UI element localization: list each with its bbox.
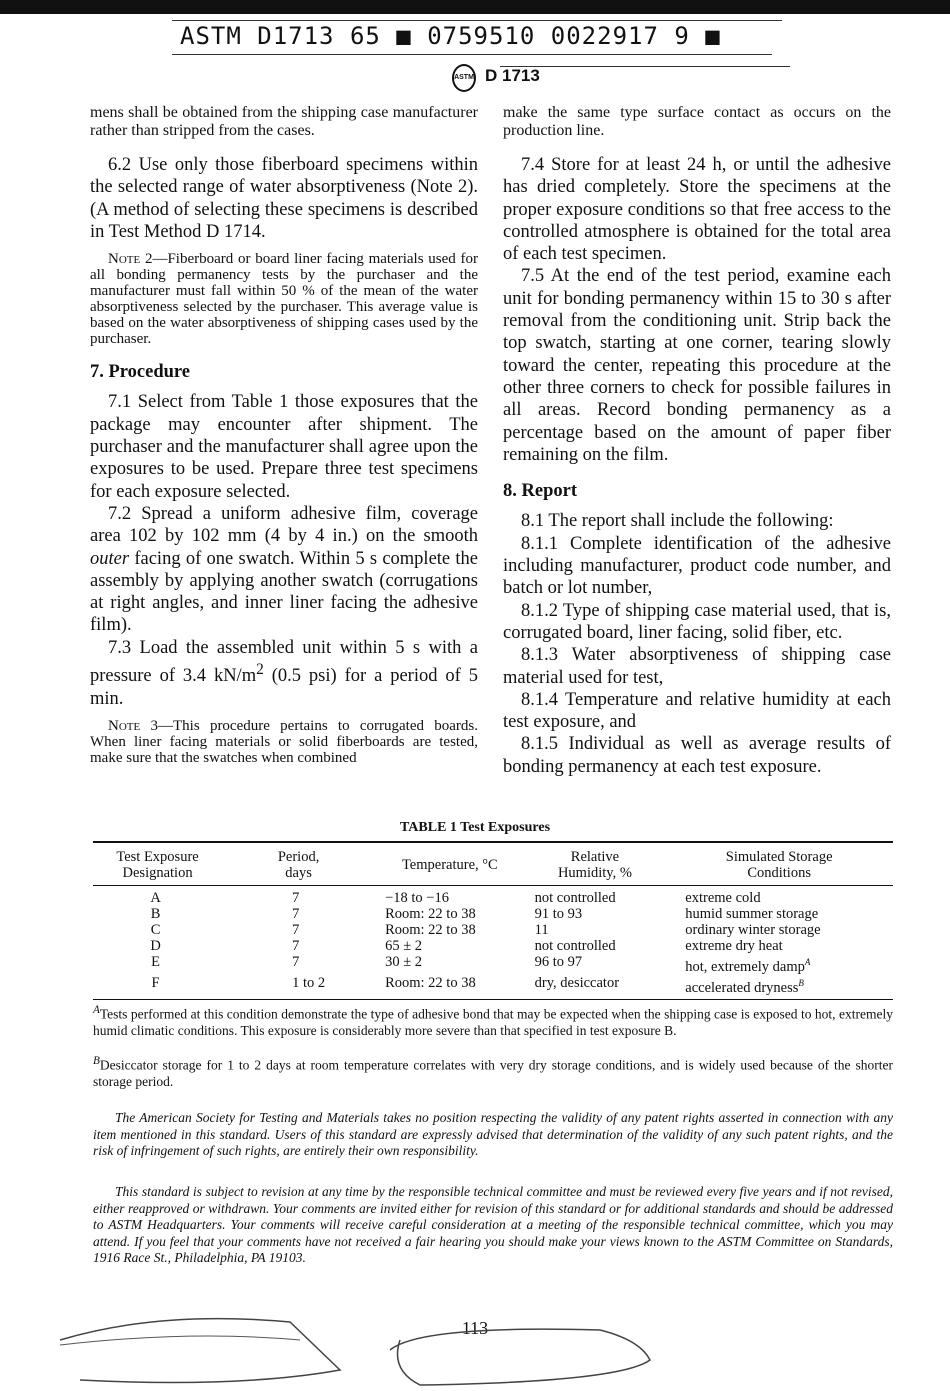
- footnote-ref: B: [798, 977, 804, 988]
- footnote-mark: B: [93, 1055, 100, 1067]
- table-cell: [222, 954, 375, 975]
- header-rule: [172, 54, 772, 55]
- table-cell: [93, 954, 222, 975]
- table-cell: [665, 906, 893, 922]
- cell-text: not controlled: [534, 938, 616, 954]
- paragraph-8-1: 8.1 The report shall include the following:: [521, 511, 834, 532]
- table-cell: [93, 975, 222, 999]
- paragraph-8-1-3: 8.1.3 Water absorptiveness of shipping case material used for test,: [503, 645, 891, 688]
- cell-text: Room: 22 to 38: [385, 974, 476, 991]
- table-cell: [665, 975, 893, 999]
- cell-text: humid summer storage: [685, 906, 819, 922]
- paragraph-6-2: 6.2 Use only those fiberboard specimens within the selected range of water absorptiveness (Note 2). (A method of selecting these specimens is described in Test Method D 1714.: [90, 155, 478, 242]
- cell-text: hot, extremely damp: [685, 958, 805, 975]
- cell-text: 65 ± 2: [385, 938, 423, 954]
- header-code: ASTM D1713 65 ■ 0759510 0022917 9 ■: [180, 22, 721, 50]
- table-row: [93, 975, 893, 999]
- header-line: Period,: [277, 849, 320, 865]
- text: (0.5 psi) for a period of 5 min.: [90, 666, 478, 709]
- header-line: days: [285, 865, 312, 881]
- table-row: [93, 938, 893, 954]
- paragraph-7-4: 7.4 Store for at least 24 h, or until the adhesive has dried completely. Store the specimens at the proper exposure conditions so that free access to the controlled atmosphere is obtained for the total area of each test specimen.: [503, 155, 891, 265]
- table-cell: [222, 975, 375, 999]
- paragraph: mens shall be obtained from the shipping case manufacturer rather than stripped from the cases.: [90, 104, 478, 139]
- cell-text: 7: [292, 938, 300, 954]
- column-header: [525, 842, 666, 886]
- cell-text: 7: [292, 954, 300, 970]
- text: 7.2 Spread a uniform adhesive film, coverage area 102 by 102 mm (4 by 4 in.) on the smooth: [90, 503, 478, 547]
- header-line: Simulated Storage: [725, 849, 833, 865]
- cell-text: extreme dry heat: [685, 938, 783, 954]
- footnote-a: [93, 1002, 893, 1040]
- cell-text: D: [150, 938, 161, 954]
- section-heading-procedure: 7. Procedure: [90, 362, 191, 383]
- astm-logo: ASTM: [452, 64, 476, 92]
- table-cell: [525, 886, 666, 907]
- text-italic: outer: [90, 548, 130, 569]
- cell-text: 30 ± 2: [385, 954, 423, 970]
- table-cell: [525, 954, 666, 975]
- paragraph-8-1-2: 8.1.2 Type of shipping case material used, that is, corrugated board, liner facing, solid fiber, etc.: [503, 600, 891, 643]
- note-text: —This procedure pertains to corrugated boards. When liner facing materials or solid fiberboards are tested, make sure that the swatches when combined: [90, 717, 479, 766]
- column-header: [93, 842, 222, 886]
- header-line: Relative: [570, 849, 620, 865]
- table-row: [93, 906, 893, 922]
- cell-text: C: [150, 922, 161, 938]
- table-row: [93, 922, 893, 938]
- test-exposures-table: [93, 841, 893, 1000]
- table-cell: [375, 954, 525, 975]
- table-cell: [525, 906, 666, 922]
- header-line: Conditions: [747, 865, 811, 881]
- table-cell: [222, 906, 375, 922]
- cell-text: A: [150, 890, 161, 906]
- table-cell: [665, 954, 893, 975]
- scan-top-border: [0, 0, 950, 14]
- cell-text: Room: 22 to 38: [385, 906, 476, 922]
- cell-text: 1 to 2: [292, 974, 326, 991]
- header-line: Designation: [122, 865, 193, 881]
- paragraph-7-5: 7.5 At the end of the test period, examine each unit for bonding permanency within 15 to 30 s after removal from the conditioning unit. Strip back the top swatch, starting at one corner, tearing slowly toward the center, repeating this procedure at the other three corners to check for possible failures in all areas. Record bonding permanency as a percentage based on the amount of paper fiber remaining on the film.: [503, 266, 891, 465]
- cell-text: 11: [534, 922, 549, 938]
- document-id: D 1713: [485, 66, 540, 85]
- cell-text: dry, desiccator: [534, 974, 620, 991]
- cell-text: ordinary winter storage: [685, 922, 821, 938]
- header-line: Humidity, %: [557, 865, 632, 881]
- cell-text: extreme cold: [685, 890, 761, 906]
- cell-text: E: [151, 954, 160, 970]
- table-cell: [93, 886, 222, 907]
- header-line: Test Exposure: [116, 849, 199, 865]
- footnote-text: Tests performed at this condition demonstrate the type of adhesive bond that may be expected when the shipping case is exposed to hot, extremely humid climatic conditions. This exposure is considerably more severe than that specified in test exposure B.: [93, 1006, 893, 1038]
- table-cell: [375, 906, 525, 922]
- table-cell: [525, 938, 666, 954]
- table-cell: [665, 938, 893, 954]
- cell-text: B: [150, 906, 161, 922]
- patent-notice: The American Society for Testing and Materials takes no position respecting the validity of any patent rights asserted in connection with any item mentioned in this standard. Users of this standard are expressly advised that determination of the validity of any such patent rights, and the risk of infringement of such rights, are entirely their own responsibility.: [93, 1110, 893, 1158]
- footnote-b: [93, 1053, 893, 1091]
- paragraph: make the same type surface contact as occurs on the production line.: [503, 104, 891, 139]
- table-caption: TABLE 1 Test Exposures: [399, 820, 551, 835]
- cell-text: Room: 22 to 38: [385, 922, 476, 938]
- cell-text: 96 to 97: [534, 954, 583, 970]
- column-header: [222, 842, 375, 886]
- superscript: 2: [256, 661, 264, 679]
- paragraph-8-1-1: 8.1.1 Complete identification of the adhesive including manufacturer, product code number, and batch or lot number,: [503, 533, 891, 599]
- header-rule: [172, 20, 782, 21]
- note-label: Note 3: [108, 717, 158, 734]
- table-cell: [375, 975, 525, 999]
- note-label: Note 2: [108, 251, 153, 268]
- note-text: —Fiberboard or board liner facing materials used for all bonding permanency tests by the purchaser and the manufacturer must fall within 50 % of the mean of the water absorptiveness selected by the purchaser. This average value is based on the water absorptiveness of shipping cases used by the purchaser.: [90, 251, 478, 348]
- footnote-text: Desiccator storage for 1 to 2 days at room temperature correlates with very dry storage conditions, and is widely used because of the shorter storage period.: [93, 1057, 893, 1089]
- paragraph-7-3: [90, 637, 478, 710]
- cell-text: 91 to 93: [534, 906, 583, 922]
- cell-text: accelerated dryness: [685, 979, 799, 996]
- footnote-ref: A: [804, 957, 811, 967]
- table-cell: [375, 886, 525, 907]
- page-number: 113: [461, 1318, 489, 1338]
- table-cell: [525, 975, 666, 999]
- table-cell: [93, 938, 222, 954]
- table-cell: [222, 938, 375, 954]
- scan-artifact-marks: [40, 1300, 940, 1391]
- paragraph-7-1: 7.1 Select from Table 1 those exposures that the package may encounter after shipment. The purchaser and the manufacturer shall agree upon the exposures to be used. Prepare three test specimens for each exposure selected.: [90, 392, 478, 502]
- left-column: [90, 104, 478, 778]
- cell-text: −18 to −16: [385, 890, 449, 906]
- table-cell: [665, 922, 893, 938]
- table-cell: [93, 922, 222, 938]
- table-cell: [222, 922, 375, 938]
- table-cell: [375, 922, 525, 938]
- table-cell: [222, 886, 375, 907]
- footnote-mark: A: [93, 1004, 100, 1016]
- cell-text: 7: [292, 890, 300, 906]
- text: facing of one swatch. Within 5 s complete the assembly by applying another swatch (corrugations at right angles, and inner liner facing the adhesive film).: [90, 548, 478, 636]
- note-3: [90, 718, 478, 766]
- table-cell: [93, 906, 222, 922]
- table-row: [93, 886, 893, 907]
- cell-text: 7: [292, 906, 300, 922]
- header-line: Temperature, °C: [401, 857, 498, 873]
- table-row: [93, 954, 893, 975]
- header-rule: [500, 66, 790, 67]
- paragraph-8-1-5: 8.1.5 Individual as well as average results of bonding permanency at each test exposure.: [503, 734, 891, 777]
- cell-text: F: [151, 974, 160, 991]
- cell-text: 7: [292, 922, 300, 938]
- section-heading-report: 8. Report: [503, 481, 577, 502]
- text: 7.3 Load the assembled unit within 5 s with a pressure of 3.4 kN/m: [90, 637, 478, 687]
- column-header: [665, 842, 893, 886]
- cell-text: not controlled: [534, 890, 616, 906]
- right-column: [503, 104, 891, 778]
- table-cell: [525, 922, 666, 938]
- paragraph-7-2: [90, 503, 478, 637]
- table-cell: [375, 938, 525, 954]
- column-header: [375, 842, 525, 886]
- paragraph-8-1-4: 8.1.4 Temperature and relative humidity at each test exposure, and: [503, 689, 891, 733]
- revision-notice: This standard is subject to revision at any time by the responsible technical committee and must be reviewed every five years and if not revised, either reapproved or withdrawn. Your comments are invited either for revision of this standard or for additional standards and should be addressed to ASTM Headquarters. Your comments will receive careful consideration at a meeting of the responsible technical committee, which you may attend. If you feel that your comments have not received a fair hearing you should make your views known to the ASTM Committee on Standards, 1916 Race St., Philadelphia, PA 19103.: [93, 1184, 893, 1265]
- note-2: [90, 251, 478, 347]
- table-cell: [665, 886, 893, 907]
